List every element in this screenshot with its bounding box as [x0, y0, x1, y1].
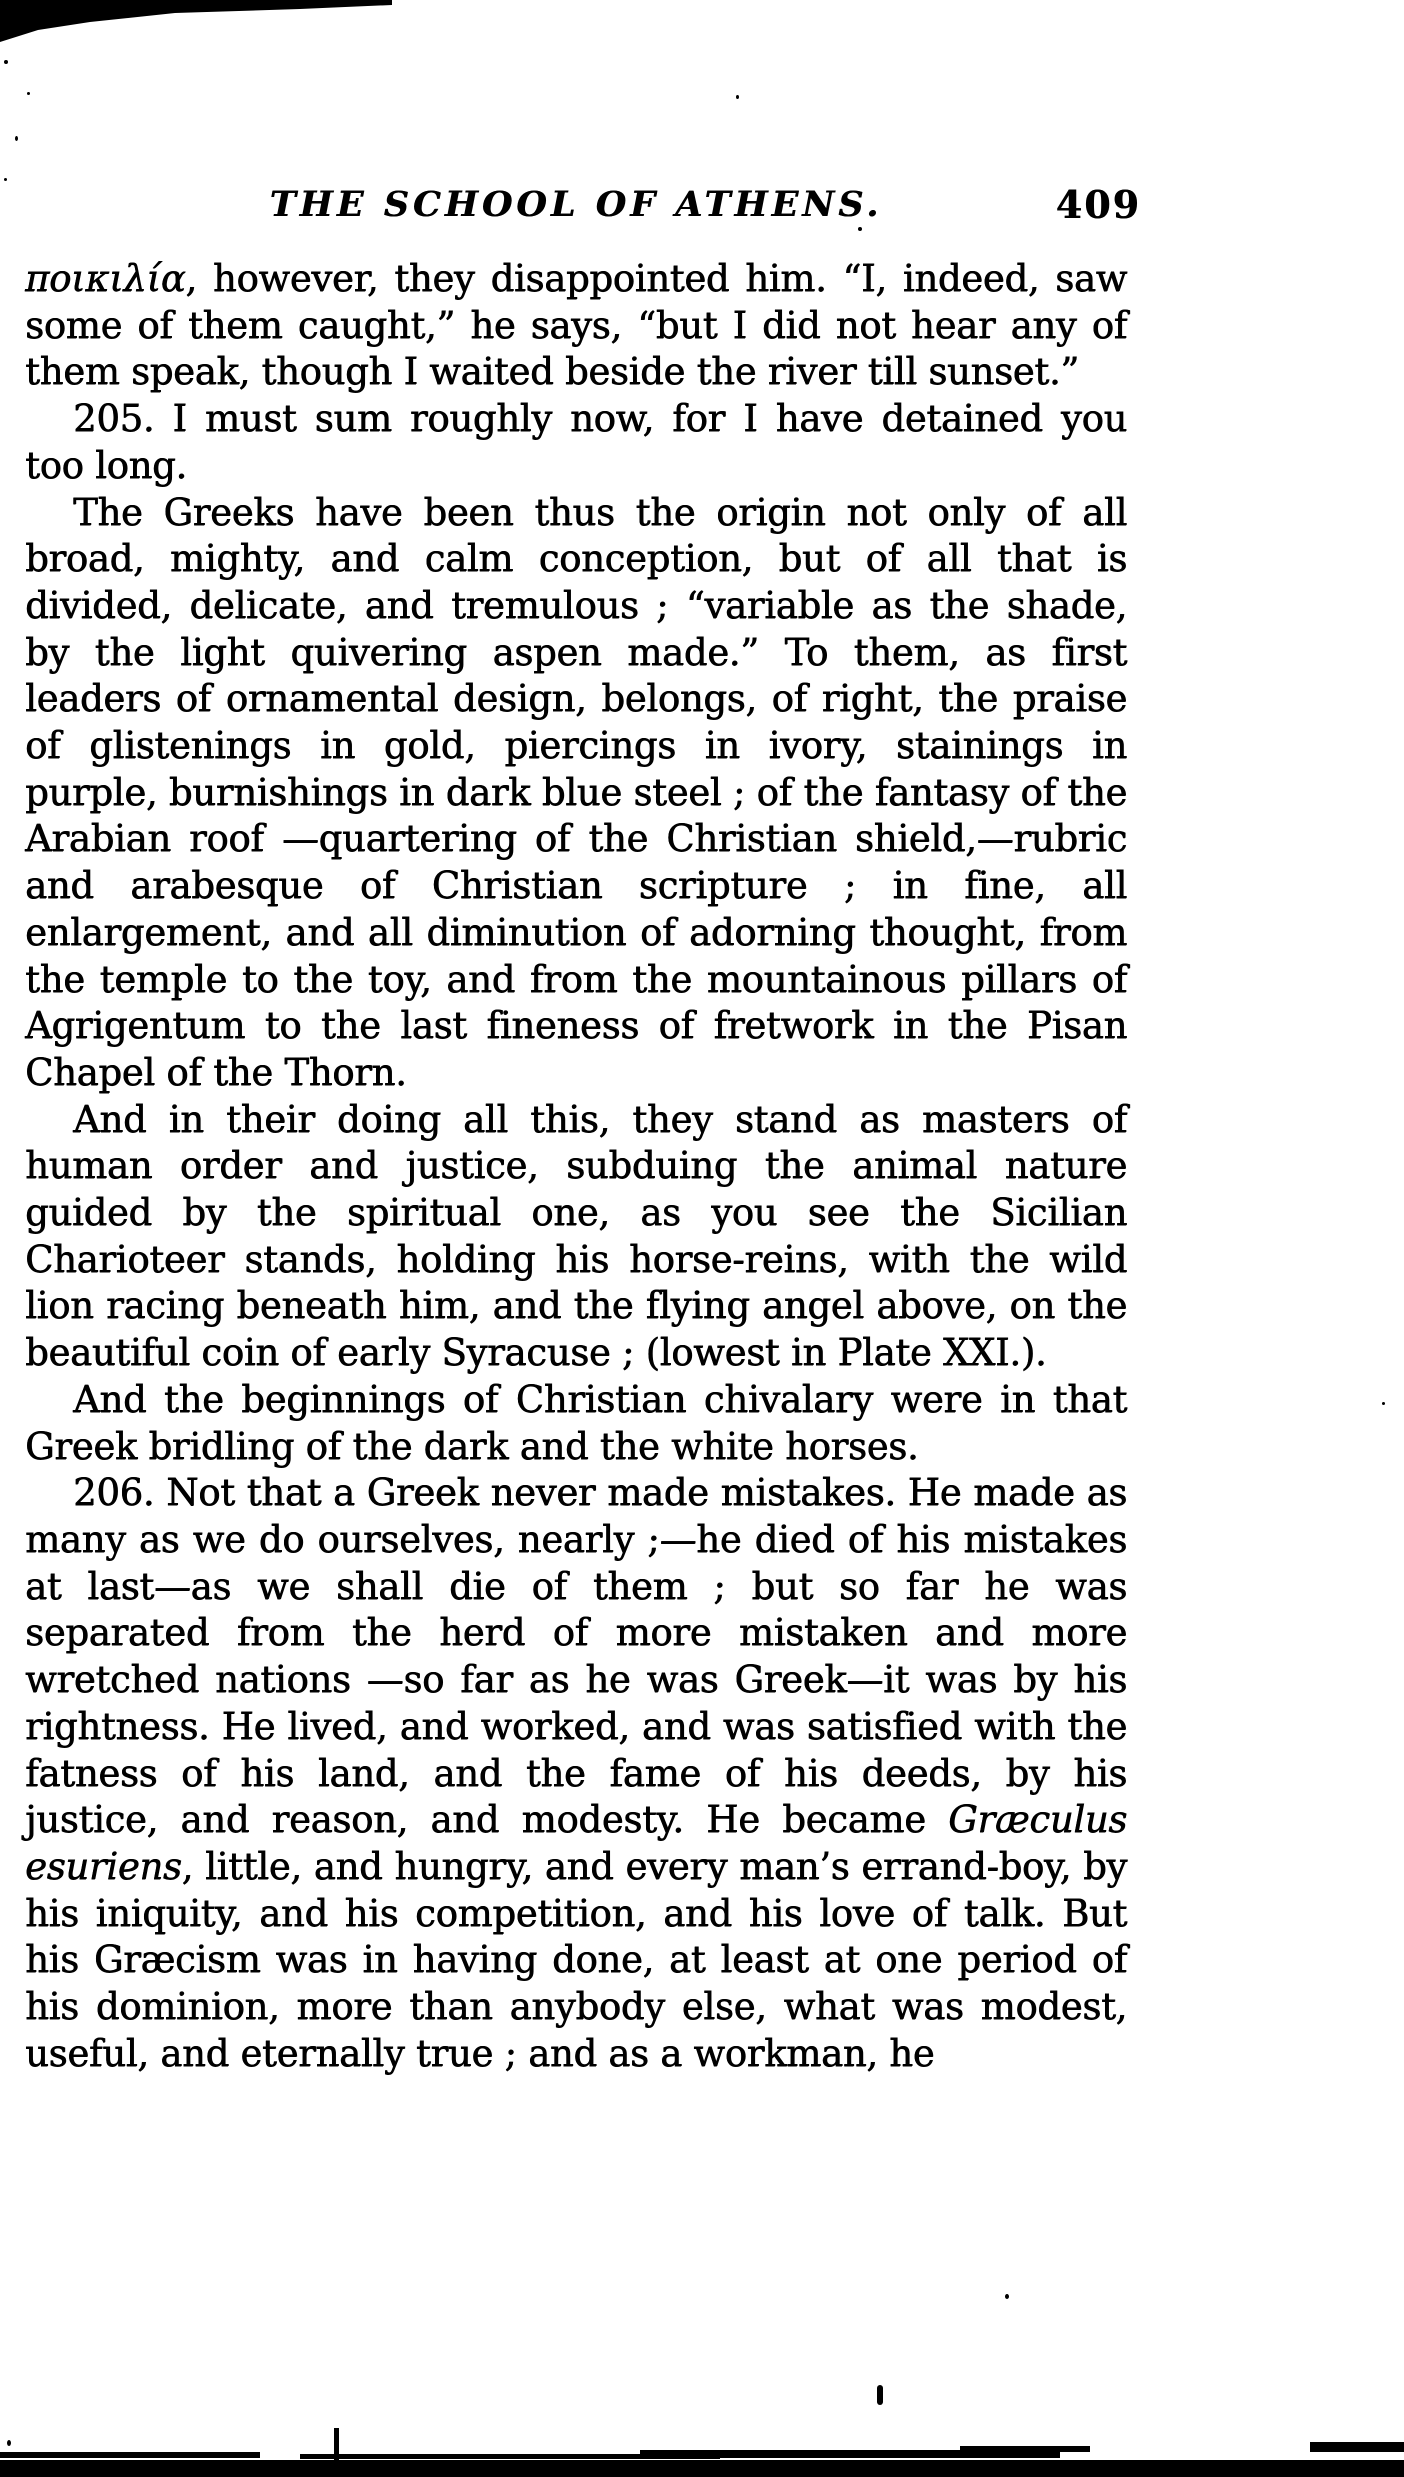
ink-speck — [736, 95, 739, 99]
body-text-segment: 205. I must sum roughly now, for I have detained you too long. — [25, 397, 1127, 487]
italic-text: ποικιλία — [25, 257, 186, 300]
italic-text: Græculus esuriens — [25, 1798, 1127, 1888]
body-text-segment: , however, they disappointed him. “I, indeed, saw some of them caught,” he says, “but I did not hear any of them speak, though I waited beside the river till sunset.” — [25, 257, 1127, 394]
ink-speck — [4, 60, 8, 64]
body-text-segment: 206. Not that a Greek never made mistakes. He made as many as we do ourselves, nearly ;—he died of his mistakes at last—as we shall die of them ; but so far he was separated from the herd of more mistaken and more wretched nations —so far as he was Greek—it was by his rightness. He lived, and worked, and was satisfied with the fatness of his land, and the fame of his deeds, by his justice, and reason, and modesty. He became — [25, 1471, 1127, 1842]
body-text-segment: And in their doing all this, they stand as masters of human order and justice, subduing the animal nature guided by the spiritual one, as you see the Sicilian Charioteer stands, holding his horse-reins, with the wild lion racing beneath him, and the flying angel above, on the beautiful coin of early Syracuse ; (lowest in Plate XXI.). — [25, 1097, 1127, 1375]
scan-band-strip — [960, 2446, 1090, 2452]
page-body — [25, 256, 1127, 2077]
body-text-segment: The Greeks have been thus the origin not only of all broad, mighty, and calm conception, but of all that is divided, delicate, and tremulous ; “variable as the shade, by the light quivering aspen made.” To them, as first leaders of ornamental design, belongs, of right, the praise of glistenings in gold, piercings in ivory, stainings in purple, burnishings in dark blue steel ; of the fantasy of the Arabian roof —quartering of the Christian shield,—rubric and arabesque of Christian scripture ; in fine, all enlargement, and all diminution of adorning thought, from the temple to the toy, and from the mountainous pillars of Agrigentum to the last fineness of fretwork in the Pisan Chapel of the Thorn. — [25, 490, 1127, 1094]
scan-smudge-top-left-icon — [0, 0, 392, 42]
paragraph — [25, 1377, 1127, 1470]
ink-speck — [1382, 1402, 1385, 1405]
scan-band-bottom — [0, 2460, 1404, 2477]
ink-speck — [4, 178, 7, 181]
paragraph — [25, 396, 1127, 489]
paragraph — [25, 490, 1127, 1097]
ink-blot — [877, 2385, 883, 2405]
ink-speck — [858, 227, 862, 231]
body-text-segment: , little, and hungry, and every man’s errand-boy, by his iniquity, and his competition, and his love of talk. But his Græcism was in having done, at least at one period of his dominion, more than anybody else, what was modest, useful, and eternally true ; and as a workman, he — [25, 1844, 1127, 2075]
ink-speck — [1005, 2294, 1009, 2299]
paragraph — [25, 256, 1127, 396]
body-text-segment: And the beginnings of Christian chivalary were in that Greek bridling of the dark and the white horses. — [25, 1377, 1127, 1468]
ink-speck — [15, 136, 18, 141]
scan-band-strip — [1310, 2442, 1404, 2452]
page-number: 409 — [1055, 182, 1141, 227]
page-title: THE SCHOOL OF ATHENS. — [269, 184, 883, 225]
paragraph — [25, 1097, 1127, 1377]
running-header — [25, 182, 1141, 234]
paragraph — [25, 1470, 1127, 2077]
ink-speck — [27, 92, 30, 95]
ink-speck — [7, 2440, 11, 2446]
scan-band-strip — [0, 2452, 260, 2458]
